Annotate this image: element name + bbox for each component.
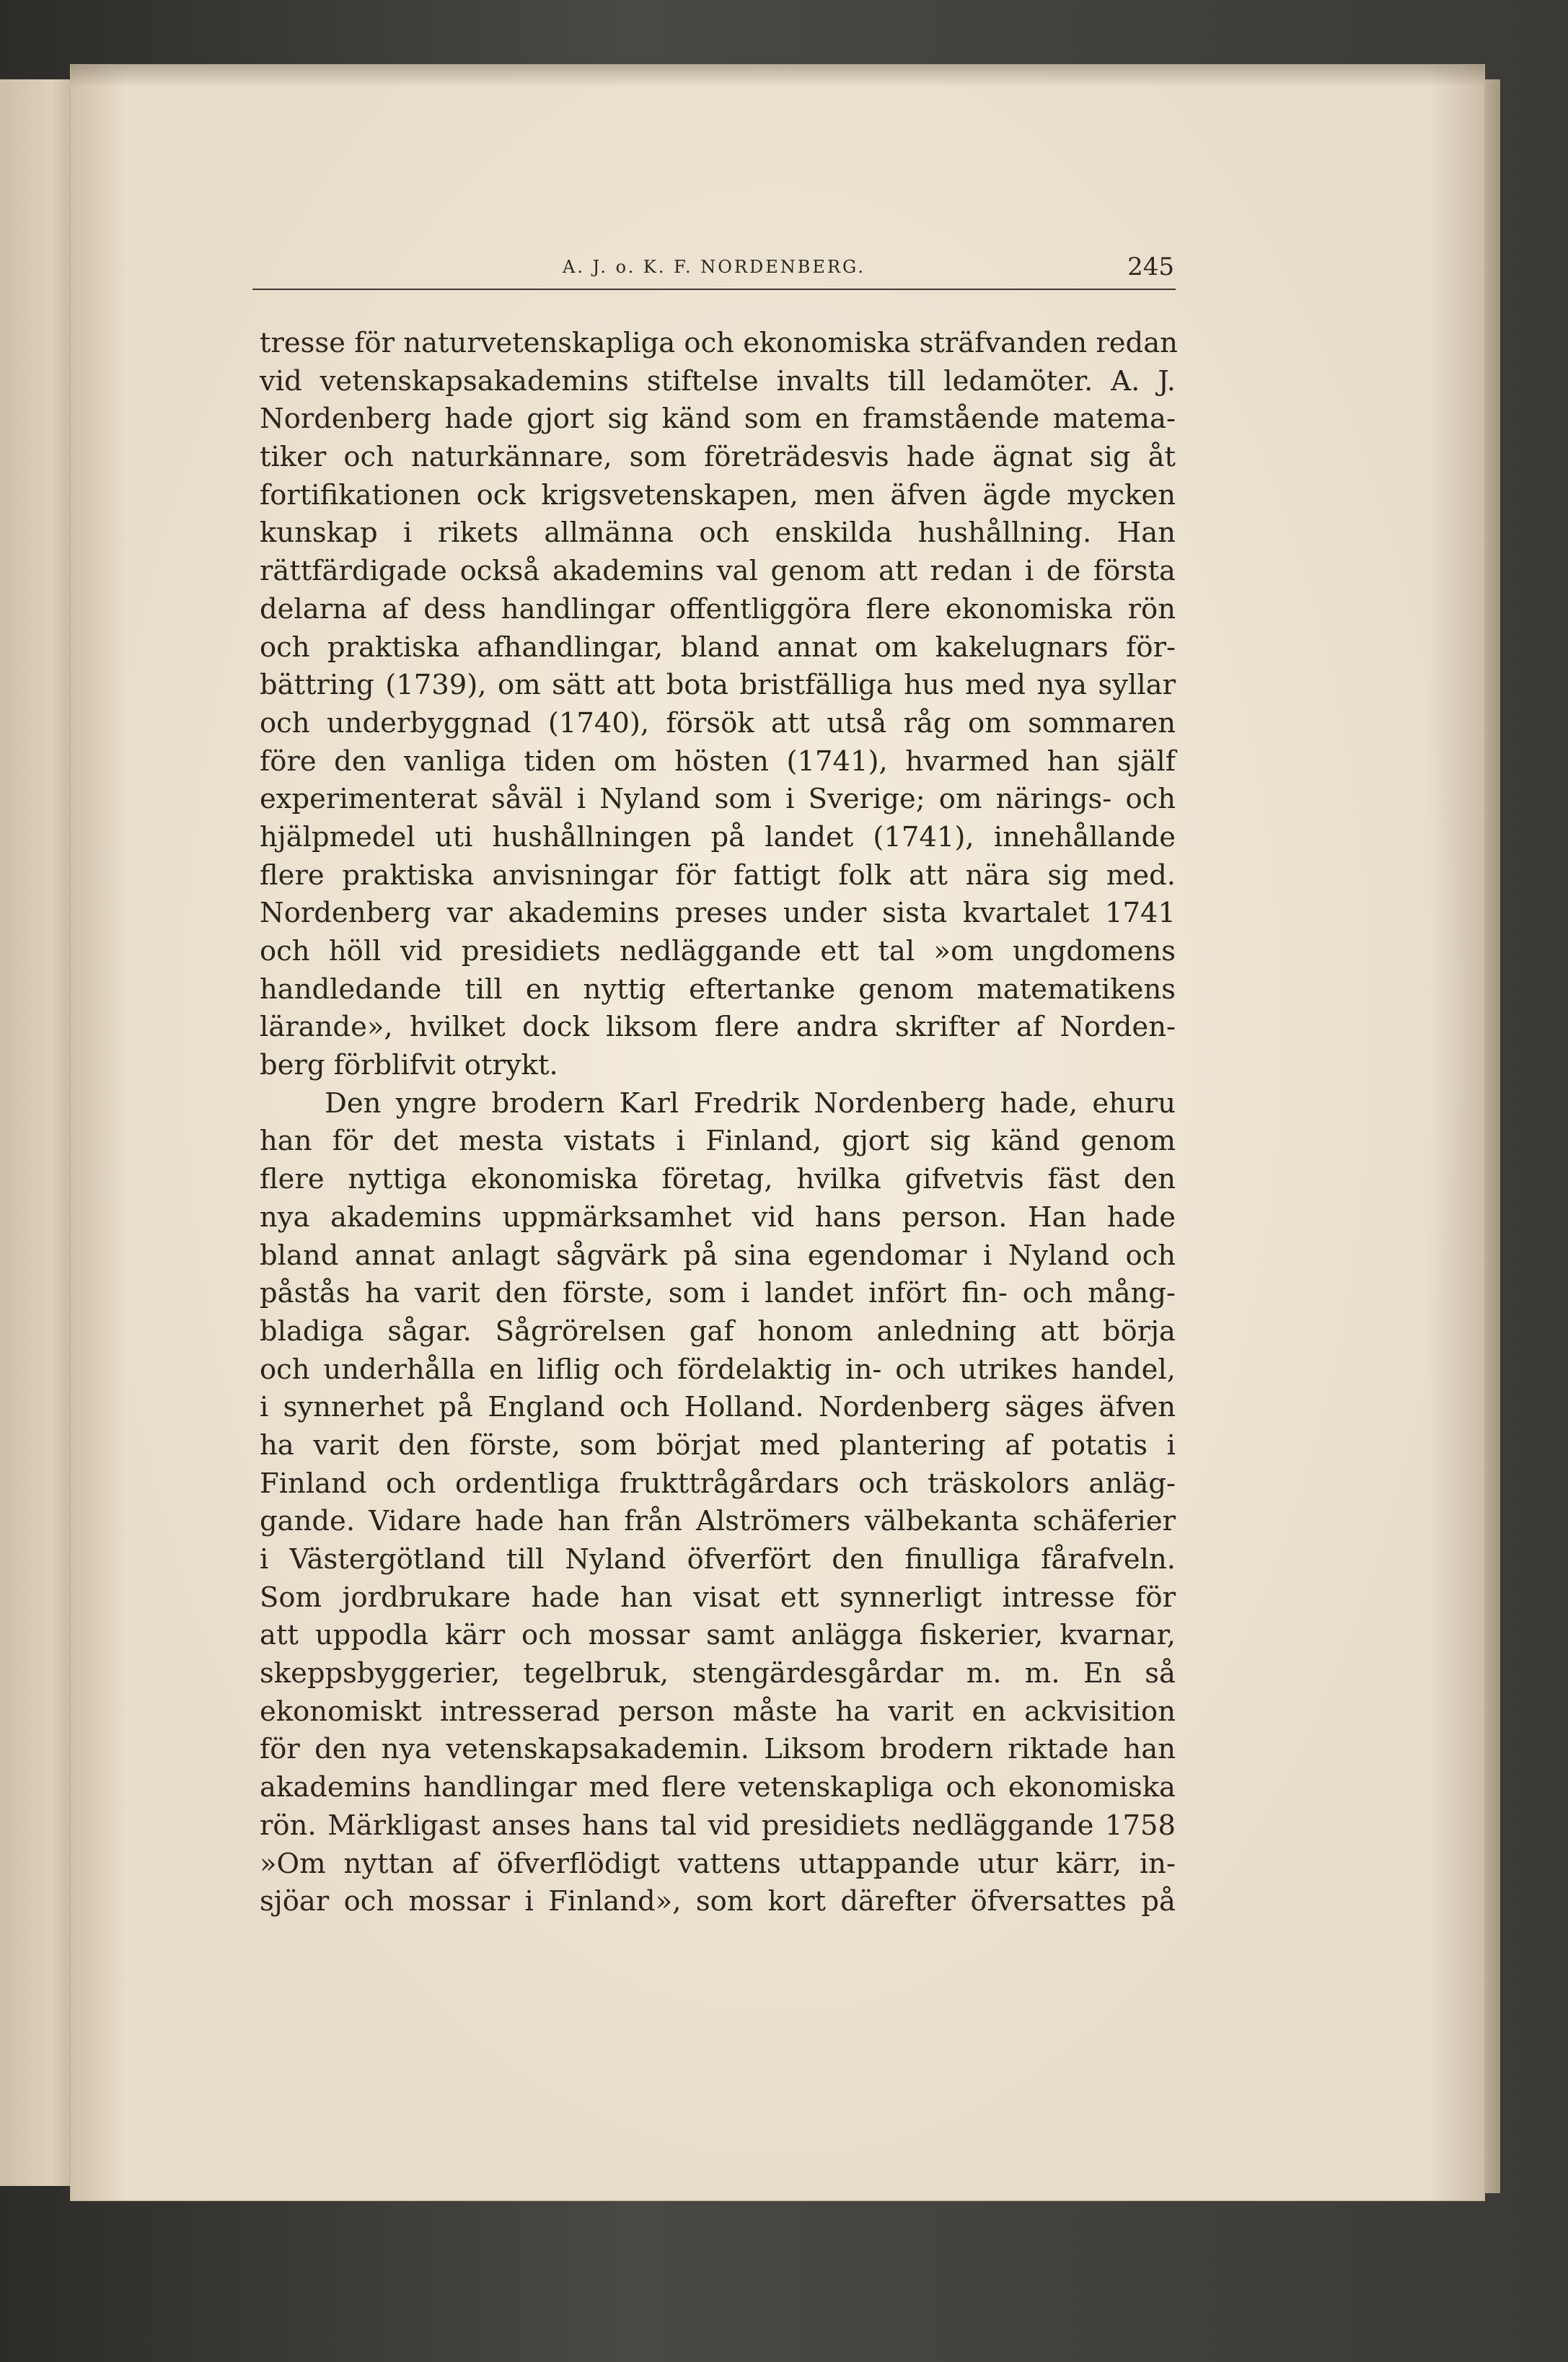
text-line: Som jordbrukare hade han visat ett synnerligt intresse för	[260, 1581, 1176, 1614]
text-line: i Västergötland till Nyland öfverfört den finulliga fårafveln.	[260, 1543, 1176, 1576]
text-line: skeppsbyggerier, tegelbruk, stengärdesgårdar m. m. En så	[260, 1657, 1176, 1690]
text-line: delarna af dess handlingar offentliggöra flere ekonomiska rön	[260, 592, 1176, 625]
text-line: bland annat anlagt sågvärk på sina egendomar i Nyland och	[260, 1239, 1176, 1272]
text-line: handledande till en nyttig eftertanke genom matematikens	[260, 973, 1176, 1006]
text-line: »Om nyttan af öfverflödigt vattens uttappande utur kärr, in-	[260, 1847, 1176, 1880]
body-text	[260, 325, 1176, 1921]
page-top-shadow	[71, 65, 1484, 87]
text-line: tresse för naturvetenskapliga och ekonomiska sträfvanden redan	[260, 327, 1178, 359]
text-line: nya akademins uppmärksamhet vid hans person. Han hade	[260, 1200, 1176, 1234]
paragraph-end-line: berg förblifvit otrykt.	[260, 1049, 558, 1082]
text-line: lärande», hvilket dock liksom flere andra skrifter af Norden-	[260, 1011, 1176, 1044]
running-header	[252, 253, 1176, 290]
text-line: och underhålla en liflig och fördelaktig in- och utrikes handel,	[260, 1353, 1176, 1386]
text-line: Finland och ordentliga frukttrågårdars och träskolors anläg-	[260, 1467, 1176, 1500]
text-line: rättfärdigade också akademins val genom att redan i de första	[260, 555, 1176, 588]
text-line: experimenterat såväl i Nyland som i Sverige; om närings- och	[260, 783, 1176, 816]
text-line: och praktiska afhandlingar, bland annat om kakelugnars för-	[260, 631, 1176, 664]
text-line: fortifikationen ock krigsvetenskapen, men äfven ägde mycken	[260, 478, 1176, 512]
text-line: ha varit den förste, som börjat med plantering af potatis i	[260, 1428, 1176, 1462]
page-number: 245	[1127, 253, 1174, 281]
text-line: akademins handlingar med flere vetenskapliga och ekonomiska	[260, 1771, 1176, 1804]
text-line: vid vetenskapsakademins stiftelse invalts till ledamöter. A. J.	[260, 364, 1176, 398]
text-line: påstås ha varit den förste, som i landet infört fin- och mång-	[260, 1277, 1176, 1310]
text-line: ekonomiskt intresserad person måste ha varit en ackvisition	[260, 1695, 1176, 1728]
text-line: Nordenberg var akademins preses under sista kvartalet 1741	[260, 897, 1176, 930]
text-line: kunskap i rikets allmänna och enskilda hushållning. Han	[260, 517, 1176, 550]
text-line: och höll vid presidiets nedläggande ett tal »om ungdomens	[260, 935, 1176, 967]
text-line: han för det mesta vistats i Finland, gjort sig känd genom	[260, 1125, 1176, 1158]
text-line: rön. Märkligast anses hans tal vid presidiets nedläggande 1758	[260, 1809, 1176, 1842]
text-line: flere nyttiga ekonomiska företag, hvilka gifvetvis fäst den	[260, 1163, 1176, 1196]
text-line: bladiga sågar. Sågrörelsen gaf honom anledning att börja	[260, 1314, 1176, 1348]
paragraph-start-line: Den yngre brodern Karl Fredrik Nordenberg hade, ehuru	[325, 1086, 1176, 1120]
running-title: A. J. o. K. F. NORDENBERG.	[563, 257, 866, 277]
text-line: hjälpmedel uti hushållningen på landet (1741), innehållande	[260, 820, 1176, 853]
text-line: för den nya vetenskapsakademin. Liksom brodern riktade han	[260, 1733, 1176, 1766]
text-line: tiker och naturkännare, som företrädesvis hade ägnat sig åt	[260, 441, 1176, 474]
text-line: i synnerhet på England och Holland. Nordenberg säges äfven	[260, 1391, 1176, 1424]
text-line: Nordenberg hade gjort sig känd som en framstående matema-	[260, 403, 1176, 436]
text-line: sjöar och mossar i Finland», som kort därefter öfversattes på	[260, 1885, 1176, 1918]
text-line: flere praktiska anvisningar för fattigt folk att nära sig med.	[260, 859, 1176, 892]
text-line: gande. Vidare hade han från Alströmers välbekanta schäferier	[260, 1505, 1176, 1538]
text-line: bättring (1739), om sätt att bota bristfälliga hus med nya syllar	[260, 669, 1176, 702]
text-line: och underbyggnad (1740), försök att utså råg om sommaren	[260, 706, 1176, 739]
text-line: att uppodla kärr och mossar samt anlägga fiskerier, kvarnar,	[260, 1619, 1176, 1652]
text-line: före den vanliga tiden om hösten (1741), hvarmed han själf	[260, 745, 1176, 778]
